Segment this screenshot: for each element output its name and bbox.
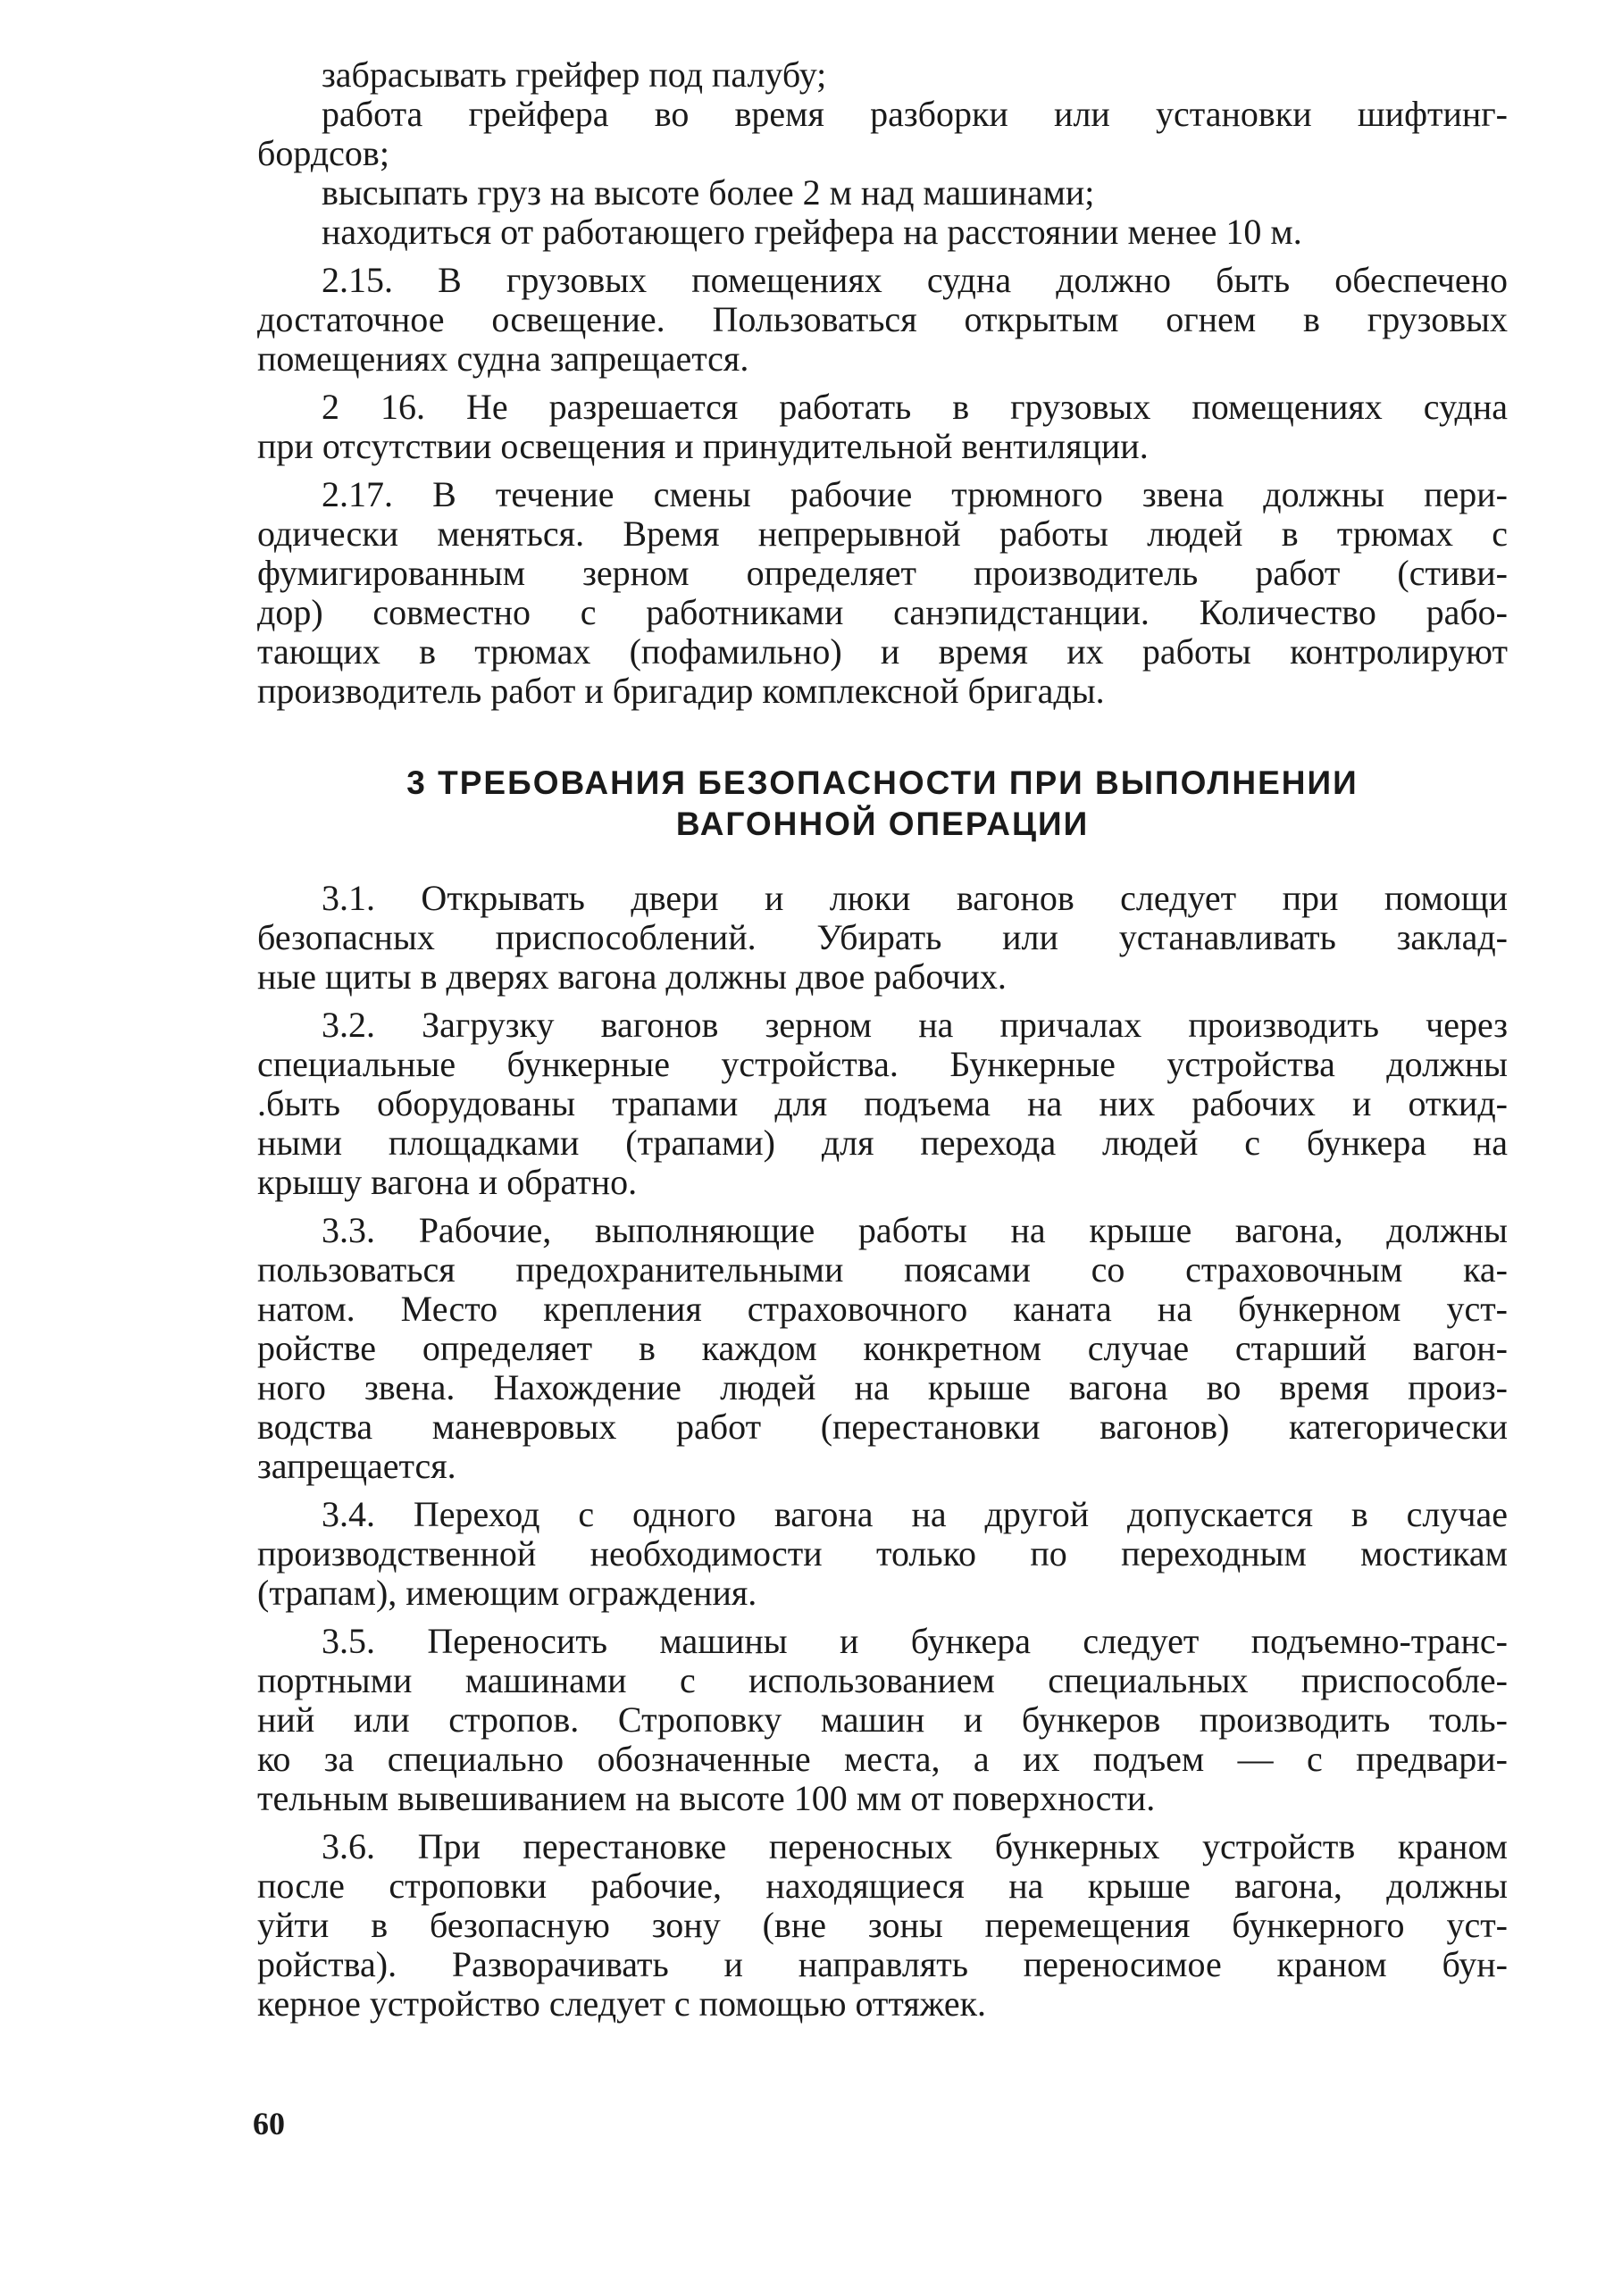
text-line: ные щиты в дверях вагона должны двое рабочих.: [257, 956, 1007, 997]
text-line: натом. Место крепления страховочного каната на бункерном уст-: [257, 1289, 1508, 1329]
paragraph-3-5: [257, 1622, 1508, 1818]
paragraph-3-4: [257, 1495, 1508, 1613]
text-line: 3.3. Рабочие, выполняющие работы на крыше вагона, должны: [322, 1210, 1508, 1250]
paragraph-3-1: [257, 879, 1508, 997]
paragraph-2-17: [257, 475, 1508, 711]
text-line: специальные бункерные устройства. Бункерные устройства должны: [257, 1044, 1508, 1084]
text-line: 2.17. В течение смены рабочие трюмного звена должны пери-: [322, 474, 1508, 514]
text-line: при отсутствии освещения и принудительной вентиляции.: [257, 426, 1149, 466]
text-line: находиться от работающего грейфера на расстоянии менее 10 м.: [322, 212, 1302, 252]
text-line: фумигированным зерном определяет производитель работ (стиви-: [257, 553, 1508, 593]
section-heading-line-2: ВАГОННОЙ ОПЕРАЦИИ: [675, 806, 1090, 842]
text-line: керное устройство следует с помощью оттяжек.: [257, 1983, 987, 2024]
text-line: дор) совместно с работниками санэпидстанции. Количество рабо-: [257, 592, 1508, 632]
text-line: 3.1. Открывать двери и люки вагонов следует при помощи: [322, 878, 1508, 918]
list-continuation: [257, 55, 1508, 252]
text-line: 3.4. Переход с одного вагона на другой допускается в случае: [322, 1494, 1508, 1534]
paragraph-3-3: [257, 1211, 1508, 1486]
text-line: забрасывать грейфер под палубу;: [322, 54, 827, 95]
text-line: производитель работ и бригадир комплексной бригады.: [257, 671, 1105, 711]
text-line: бордсов;: [257, 133, 389, 173]
text-line: ройстве определяет в каждом конкретном случае старший вагон-: [257, 1328, 1508, 1368]
text-line: высыпать груз на высоте более 2 м над машинами;: [322, 172, 1095, 213]
text-line: достаточное освещение. Пользоваться открытым огнем в грузовых: [257, 299, 1508, 339]
text-line: 3.5. Переносить машины и бункера следует подъемно-транс-: [322, 1621, 1508, 1661]
text-line: тающих в трюмах (пофамильно) и время их работы контролируют: [257, 631, 1508, 672]
text-line: портными машинами с использованием специальных приспособле-: [257, 1660, 1508, 1700]
section-heading-line-1: 3 ТРЕБОВАНИЯ БЕЗОПАСНОСТИ ПРИ ВЫПОЛНЕНИИ: [406, 764, 1359, 801]
text-line: одически меняться. Время непрерывной работы людей в трюмах с: [257, 513, 1508, 554]
text-line: безопасных приспособлений. Убирать или устанавливать заклад-: [257, 917, 1508, 957]
text-line: ройства). Разворачивать и направлять переносимое краном бун-: [257, 1944, 1508, 1984]
text-line: .быть оборудованы трапами для подъема на них рабочих и откид-: [257, 1083, 1508, 1123]
text-line: запрещается.: [257, 1446, 456, 1486]
text-line: после строповки рабочие, находящиеся на крыше вагона, должны: [257, 1866, 1508, 1906]
text-line: ного звена. Нахождение людей на крыше вагона во время произ-: [257, 1367, 1508, 1407]
text-line: ными площадками (трапами) для перехода людей с бункера на: [257, 1123, 1508, 1163]
text-line: уйти в безопасную зону (вне зоны перемещения бункерного уст-: [257, 1905, 1508, 1945]
page-body: [257, 55, 1508, 2033]
text-line: помещениях судна запрещается.: [257, 338, 749, 379]
text-line: тельным вывешиванием на высоте 100 мм от поверхности.: [257, 1778, 1156, 1818]
text-line: крышу вагона и обратно.: [257, 1162, 638, 1202]
text-line: (трапам), имеющим ограждения.: [257, 1573, 757, 1613]
section-heading: [257, 763, 1508, 845]
text-line: 3.6. При перестановке переносных бункерных устройств краном: [322, 1826, 1508, 1866]
paragraph-3-2: [257, 1006, 1508, 1202]
paragraph-3-6: [257, 1827, 1508, 2024]
paragraph-2-15: [257, 261, 1508, 379]
text-line: 3.2. Загрузку вагонов зерном на причалах производить через: [322, 1005, 1508, 1045]
text-line: производственной необходимости только по переходным мостикам: [257, 1533, 1508, 1574]
text-line: пользоваться предохранительными поясами со страховочным ка-: [257, 1249, 1508, 1290]
paragraph-2-16: [257, 388, 1508, 466]
page-number: 60: [253, 2106, 285, 2142]
text-line: водства маневровых работ (перестановки вагонов) категорически: [257, 1407, 1508, 1447]
text-line: ний или стропов. Строповку машин и бункеров производить толь-: [257, 1699, 1508, 1740]
text-line: работа грейфера во время разборки или установки шифтинг-: [322, 94, 1508, 134]
text-line: 2.15. В грузовых помещениях судна должно быть обеспечено: [322, 260, 1508, 300]
text-line: 2 16. Не разрешается работать в грузовых помещениях судна: [322, 387, 1508, 427]
text-line: ко за специально обозначенные места, а их подъем — с предвари-: [257, 1739, 1508, 1779]
